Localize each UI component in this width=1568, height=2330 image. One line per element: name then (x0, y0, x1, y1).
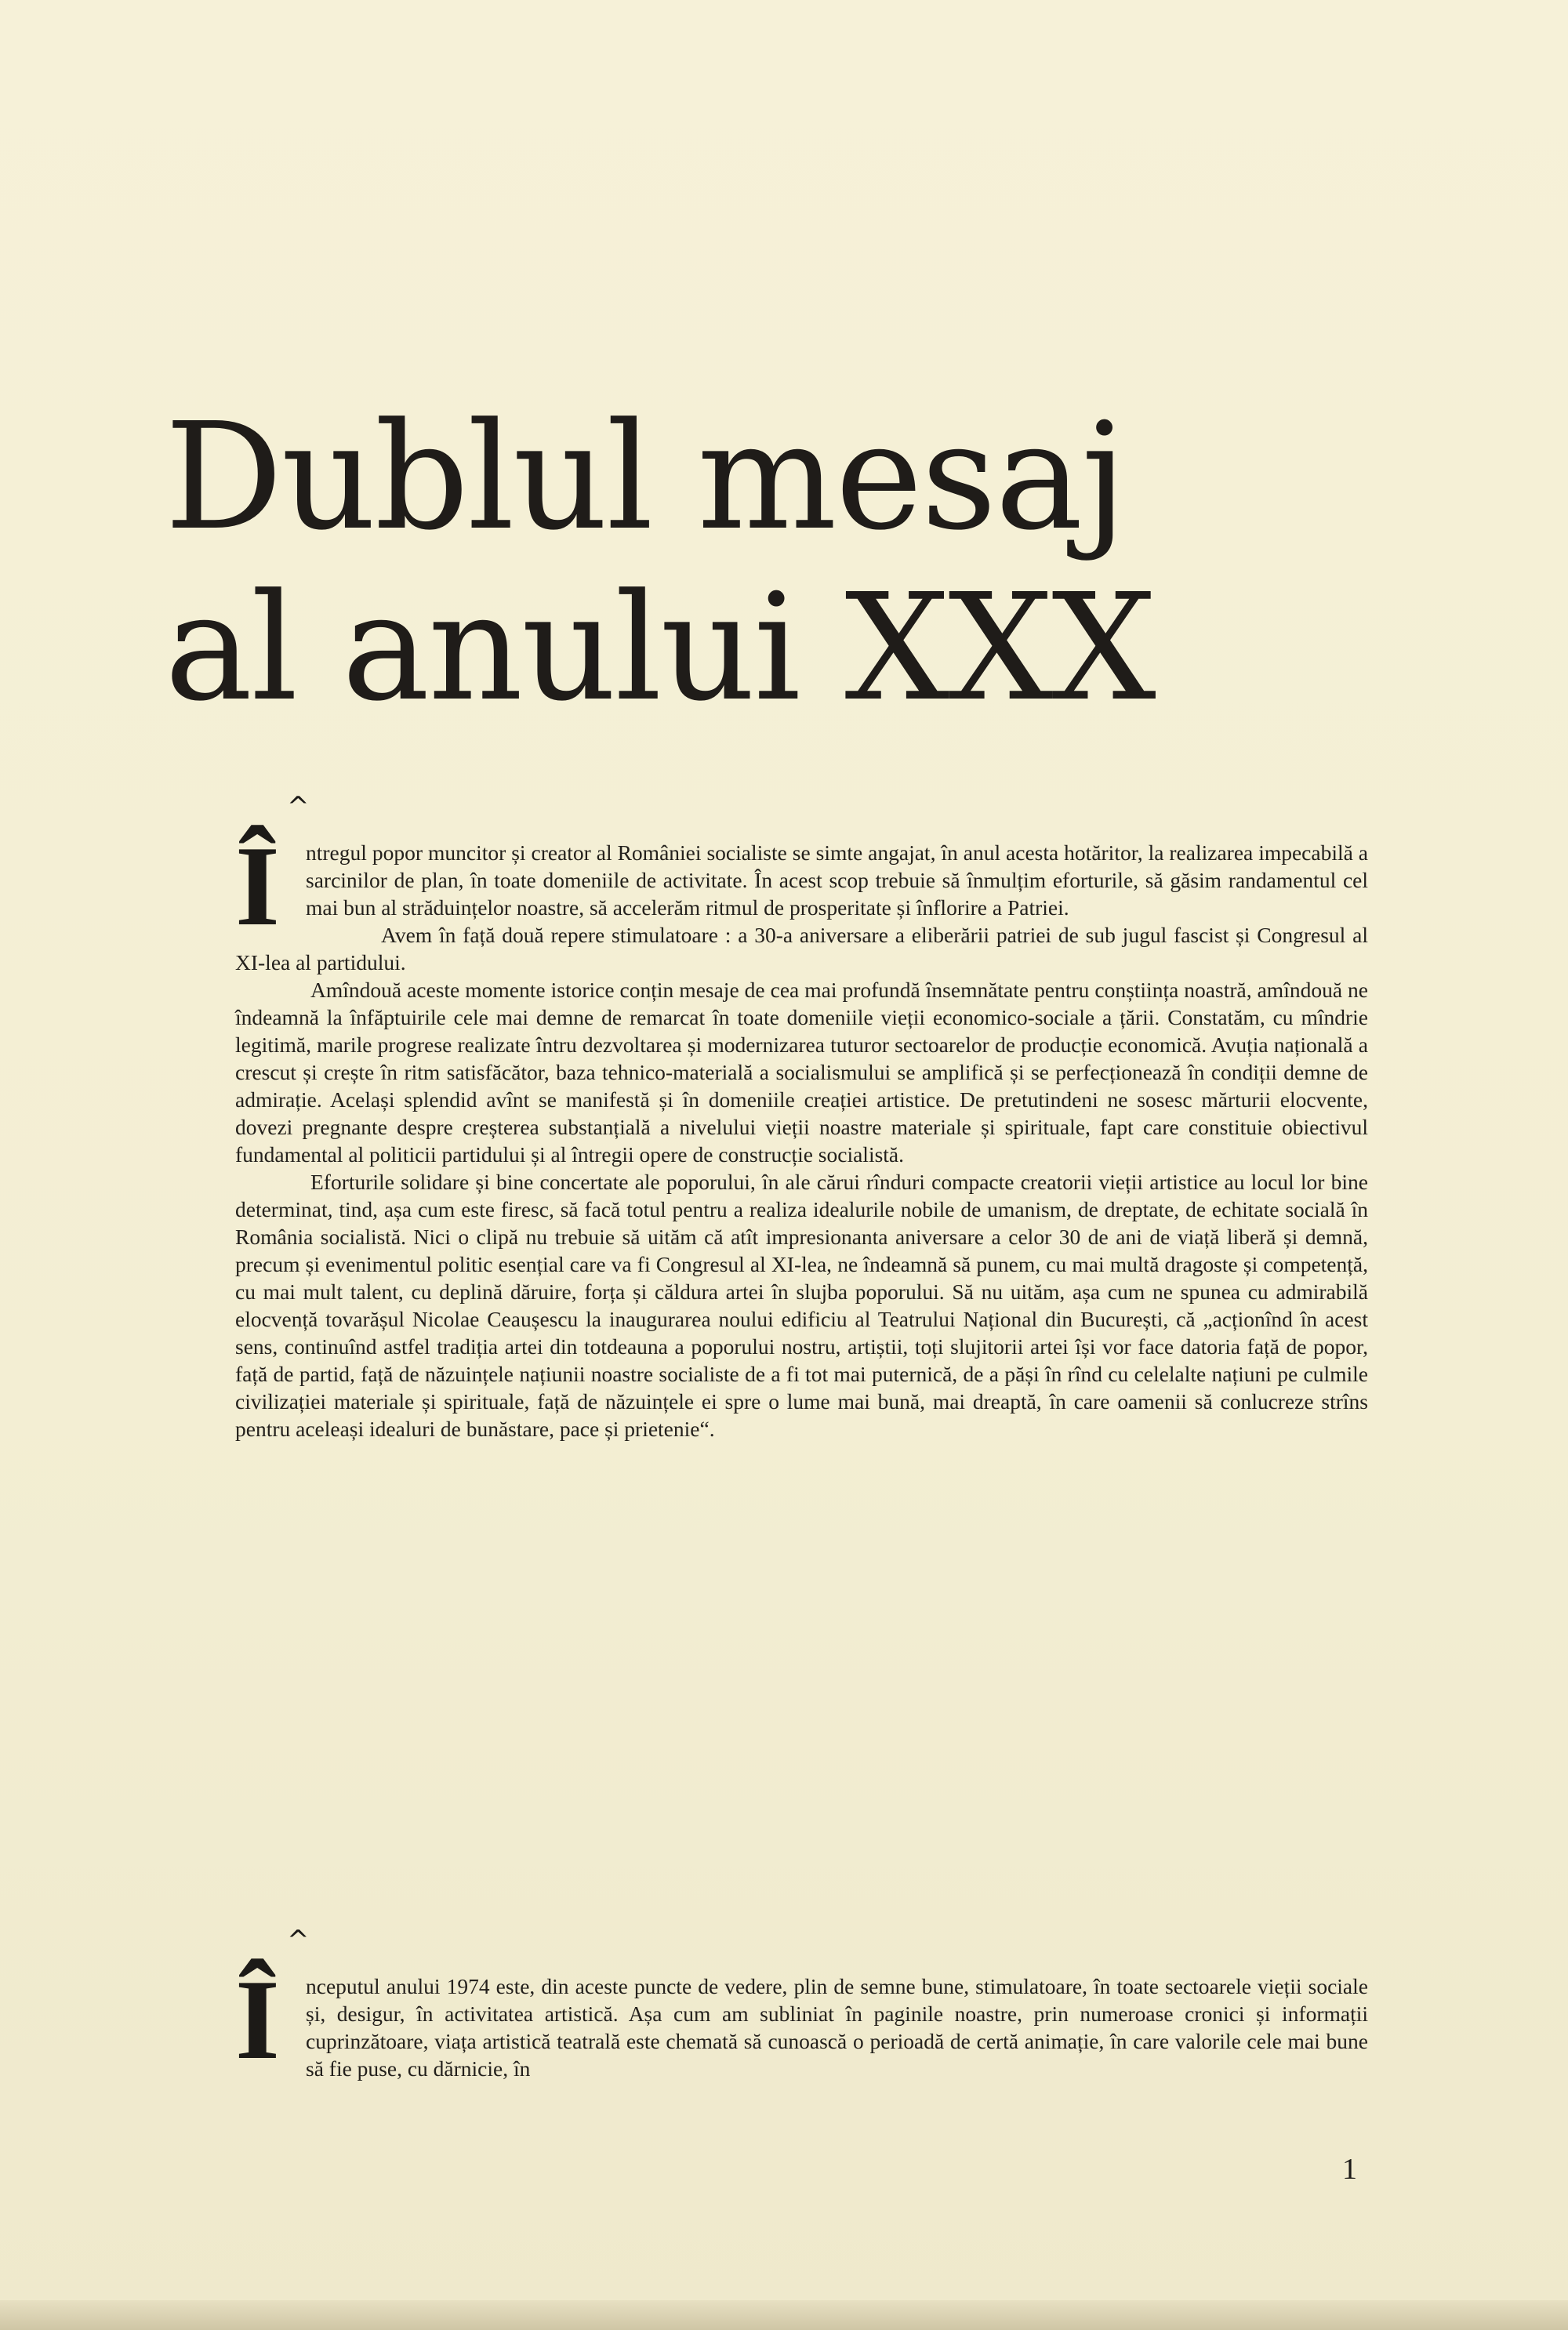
page-edge (0, 2300, 1568, 2330)
title-line-1: Dublul mesaj (165, 391, 1126, 563)
article-section-2 (235, 1925, 1368, 2083)
drop-cap (235, 791, 310, 949)
paragraph (235, 1925, 1368, 2083)
drop-cap-letter: Î (235, 822, 280, 949)
circumflex-mark: ^ (287, 791, 310, 822)
drop-cap (235, 1925, 310, 2083)
page-number: 1 (1342, 2153, 1357, 2186)
paragraph: Eforturile solidare și bine concertate ale poporului, în ale cărui rînduri compacte creatorii vieții artistice au locul lor bine determinat, tind, așa cum este firesc, să facă totul pentru a realiza idealurile nobile de umanism, de dreptate, de echitate socială în România socialistă. Nici o clipă nu trebuie să uităm că atît impresionanta aniversare a celor 30 de ani de viață liberă și demnă, precum și evenimentul politic esențial care va fi Congresul al XI-lea, ne îndeamnă să punem, cu mai multă dragoste și competență, cu mai mult talent, cu deplină dăruire, forța și căldura artei în slujba poporului. Să nu uităm, așa cum ne spunea cu admirabilă elocvență tovarășul Nicolae Ceaușescu la inaugurarea noului edificiu al Teatrului Național din București, că „acționînd în acest sens, continuînd astfel tradiția artei din totdeauna a poporului nostru, artiștii, toți slujitorii artei își vor face datoria față de popor, față de partid, față de năzuințele națiunii noastre socialiste de a fi tot mai puternică, de a păși în rînd cu celelalte națiuni pe culmile civilizației materiale și spirituale, față de năzuințele ei spre o lume mai bună, mai dreaptă, în care oamenii să conlucreze strîns pentru aceleași idealuri de bunăstare, pace și prietenie“. (235, 1170, 1368, 1441)
paragraph-text: nceputul anului 1974 este, din aceste puncte de vedere, plin de semne bune, stimulatoare, în toate sectoarele vieții sociale și, desigur, în activitatea artistică. Așa cum am subliniat în paginile noastre, prin numeroase cronici și informații cuprinzătoare, viața artistică teatrală este chemată să cunoască o perioadă de certă animație, în care valorile cele mai bune să fie puse, cu dărnicie, în (306, 1974, 1368, 2081)
article-section-1 (235, 791, 1368, 1443)
paragraph: Avem în față două repere stimulatoare : a 30-a aniversare a eliberării patriei de sub jugul fascist și Congresul al XI-lea al partidului. (235, 923, 1368, 974)
paragraph: Amîndouă aceste momente istorice conțin mesaje de cea mai profundă însemnătate pentru conștiința noastră, amîndouă ne îndeamnă la înfăptuirile cele mai demne de remarcat în toate domeniile vieții economico-sociale a țării. Constatăm, cu mîndrie legitimă, marile progrese realizate întru dezvoltarea și modernizarea tuturor sectoarelor de producție economică. Avuția națională a crescut și crește în ritm satisfăcător, baza tehnico-materială a socialismului se amplifică și se perfecționează în condiții demne de admirație. Același splendid avînt se manifestă și în domeniile creației artistice. De pretutindeni ne sosesc mărturii elocvente, dovezi pregnante despre creșterea substanțială a nivelului vieții noastre materiale și spirituale, fapt care constituie obiectivul fundamental al politicii partidului și al întregii opere de construcție socialistă. (235, 978, 1368, 1167)
circumflex-mark: ^ (287, 1925, 310, 1956)
drop-cap-letter: Î (235, 1956, 280, 2083)
paragraph-text: ntregul popor muncitor și creator al României socialiste se simte angajat, în anul acesta hotăritor, la realizarea impecabilă a sarcinilor de plan, în toate domeniile de activitate. În acest scop trebuie să înmulțim eforturile, să găsim randamentul cel mai bun al străduințelor noastre, să accelerăm ritmul de prosperitate și înflorire a Patriei. (306, 840, 1368, 920)
article-title (165, 392, 1262, 734)
title-line-2: al anului XXX (165, 562, 1155, 734)
